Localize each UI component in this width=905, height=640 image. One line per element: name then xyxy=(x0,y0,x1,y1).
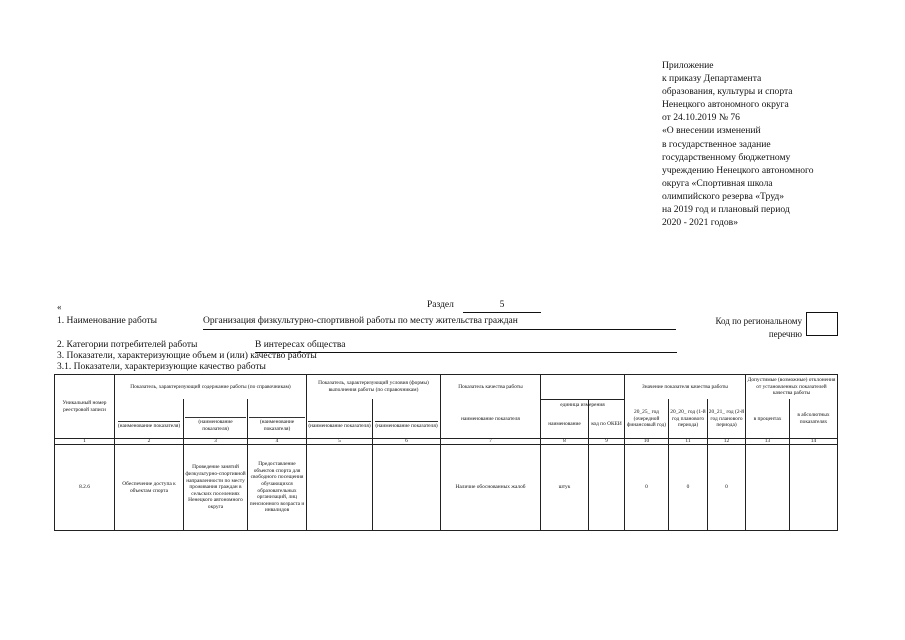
work-name-value: Организация физкультурно-спортивной работы по месту жительства граждан xyxy=(203,316,676,330)
row-value-3: 0 xyxy=(725,484,728,491)
appendix-line: Ненецкого автономного округа xyxy=(662,99,789,111)
header-unit: единица измерения xyxy=(560,401,605,408)
regional-code-box xyxy=(806,312,838,336)
header-year-2: 20_20_ год (1-й год планового периода) xyxy=(670,409,706,429)
col-num: 6 xyxy=(405,439,408,444)
row-unit: штук xyxy=(558,484,571,491)
header-absolute: в абсолютных показателях xyxy=(797,412,830,425)
col-num: 13 xyxy=(764,439,771,444)
row-value-1: 0 xyxy=(645,484,648,491)
appendix-line: к приказу Департамента xyxy=(662,73,762,85)
header-percent: в процентах xyxy=(753,415,782,422)
quote-mark: « xyxy=(57,302,62,312)
header-conditions: Показатель, характеризующий условия (формы) выполнения работы (по справочникам) xyxy=(318,380,429,393)
col-num: 3 xyxy=(214,439,217,444)
work-name-label: 1. Наименование работы xyxy=(57,316,158,326)
col-num: 11 xyxy=(685,439,691,444)
col-num: 10 xyxy=(643,439,650,444)
appendix-line: округа «Спортивная школа xyxy=(662,177,773,189)
section-label: Раздел xyxy=(427,300,454,310)
header-year-3: 20_21_ год (2-й год планового периода) xyxy=(708,409,745,429)
col-num: 5 xyxy=(338,439,341,444)
appendix-line: Приложение xyxy=(662,60,714,71)
sub-name-4: (наименование показателя) xyxy=(308,422,371,429)
sub-name-3: (наименование показателя) xyxy=(249,414,305,436)
header-indicator-name: наименование показателя xyxy=(461,415,520,422)
consumers-label: 2. Категории потребителей работы xyxy=(57,340,198,350)
sub-name-1: (наименование показателя) xyxy=(117,422,181,429)
header-registry: Уникальный номер реестровой записи xyxy=(62,399,107,413)
header-deviation: Допустимые (возможные) отклонения от установленных показателей качества работы xyxy=(747,377,836,397)
appendix-line: образования, культуры и спорта xyxy=(662,86,793,98)
col-num: 12 xyxy=(723,439,730,444)
quality-table xyxy=(54,374,838,531)
row-value-2: 0 xyxy=(686,484,690,491)
col-num: 1 xyxy=(83,439,86,444)
appendix-line: «О внесении изменений xyxy=(662,125,761,137)
appendix-line: от 24.10.2019 № 76 xyxy=(662,112,740,124)
indicators-label: 3. Показатели, характеризующие объем и (или) качество работы xyxy=(57,351,317,361)
header-quality: Показатель качества работы xyxy=(458,383,523,390)
header-unit-name: наименование xyxy=(548,420,581,427)
col-num: 7 xyxy=(489,439,492,444)
appendix-line: в государственное задание xyxy=(662,138,771,150)
col-num: 9 xyxy=(605,439,608,444)
sub-name-2: (наименование показателя) xyxy=(185,414,246,436)
header-content: Показатель, характеризующий содержание работы (по справочникам) xyxy=(130,383,291,390)
row-content-3: Предоставление объектов спорта для свободного посещения обучающихся образовательных организаций, лиц пенсионного возраста и инвалидов xyxy=(249,461,305,514)
consumers-value: В интересах общества xyxy=(255,340,677,353)
header-values: Значение показателя качества работы xyxy=(642,383,728,390)
header-year-1: 20_25_ год (очередной финансовый год) xyxy=(626,409,667,429)
regional-code-label: Код по региональному перечню xyxy=(715,316,802,339)
col-num: 4 xyxy=(275,439,279,444)
col-num: 8 xyxy=(563,439,566,444)
row-content-1: Обеспечение доступа к объектам спорта xyxy=(122,480,176,494)
appendix-line: на 2019 год и плановый период xyxy=(662,204,790,216)
appendix-block xyxy=(662,59,892,229)
row-registry: 8.2.6 xyxy=(79,484,90,491)
appendix-line: государственному бюджетному xyxy=(662,151,791,163)
row-content-2: Проведение занятий физкультурно-спортивной направленности по месту проживания граждан в сельских поселениях Ненецкого автономного округа xyxy=(185,464,246,510)
quality-label: 3.1. Показатели, характеризующие качество работы xyxy=(57,362,266,372)
row-indicator: Наличие обоснованных жалоб xyxy=(455,484,526,491)
col-num: 14 xyxy=(810,439,817,444)
col-num: 2 xyxy=(147,439,151,444)
appendix-line: учреждению Ненецкого автономного xyxy=(662,164,814,176)
sub-name-5: (наименование показателя) xyxy=(375,422,438,429)
header-okei: код по ОКЕИ xyxy=(591,420,622,427)
appendix-line: 2020 - 2021 годов» xyxy=(662,217,738,229)
section-number: 5 xyxy=(463,300,541,313)
appendix-line: олимпийского резерва «Труд» xyxy=(662,190,785,202)
